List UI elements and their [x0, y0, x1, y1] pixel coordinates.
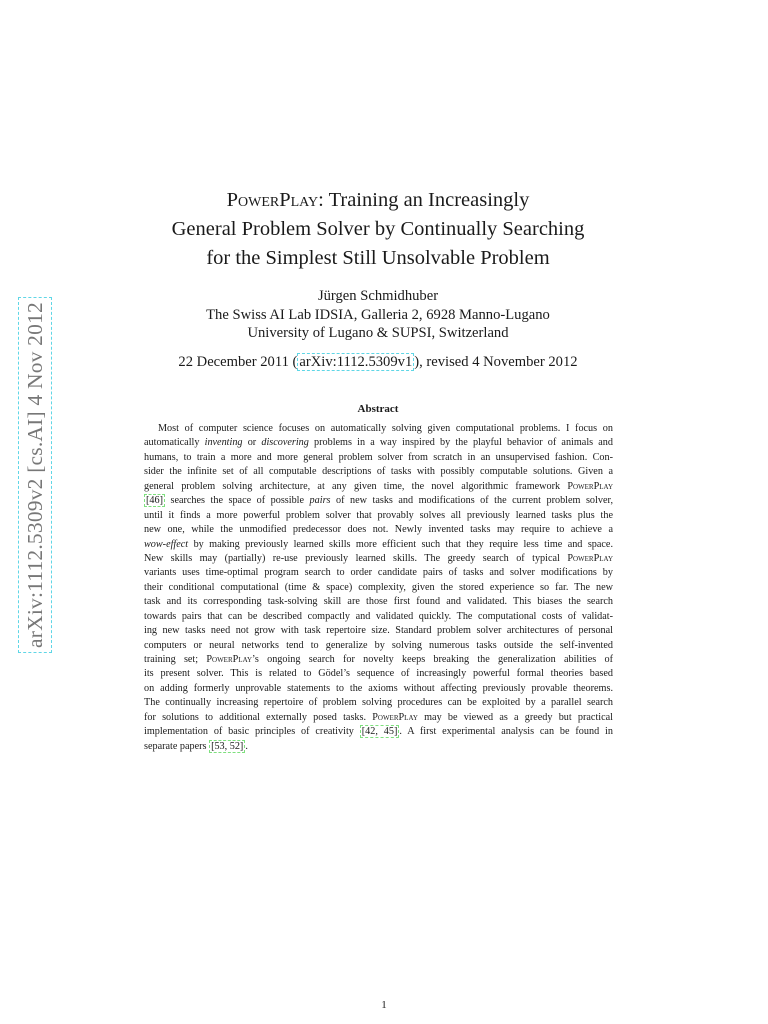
abstract-text: general problem solving architecture, at any given time, the novel algorithmic framework [144, 480, 568, 492]
title-powerplay: PowerPlay [226, 189, 319, 211]
title-line-1 [100, 186, 656, 215]
citation-link[interactable]: [53, 52] [211, 740, 244, 752]
abstract-text: Most of computer science focuses on automatically solving given computational problems. I focus on [158, 423, 613, 434]
title-line-3: for the Simplest Still Unsolvable Problem [206, 247, 550, 269]
abstract-heading: Abstract [357, 403, 399, 415]
citation-link[interactable]: [42, 45] [361, 726, 398, 738]
abstract-powerplay: PowerPlay [372, 711, 418, 723]
title-line-1-rest: : Training an Increasingly [318, 189, 530, 211]
abstract-emphasis: wow-effect [144, 538, 189, 550]
abstract-line [144, 552, 613, 566]
abstract-text: automatically [144, 437, 205, 449]
abstract-line [144, 451, 613, 465]
abstract-text: The continually increasing repertoire of problem solving procedures can be exploited by a parallel search [144, 697, 613, 709]
abstract-line [144, 566, 613, 580]
author-name: Jürgen Schmidhuber [317, 288, 439, 304]
abstract-text: sider the infinite set of all computable descriptions of tasks with possibly computable solutions. Given a [144, 466, 613, 478]
abstract-line [144, 523, 613, 537]
abstract-text: searches the space of possible [164, 495, 310, 507]
abstract-text: their conditional computational (time & space) complexity, given the stored experience so far. The new [144, 581, 613, 593]
date-line [100, 353, 656, 371]
abstract-text: . [245, 740, 248, 752]
author-block [120, 287, 636, 343]
abstract-emphasis: pairs [309, 495, 331, 507]
abstract-text: until it finds a more powerful problem solver that provably solves all previously learned tasks plus the [144, 509, 613, 521]
author-affiliation-1: The Swiss AI Lab IDSIA, Galleria 2, 6928 Manno-Lugano [206, 306, 550, 323]
abstract-line [144, 494, 613, 508]
abstract-line [144, 653, 613, 667]
page-number: 1 [381, 999, 387, 1011]
abstract-text: on adding formerly unprovable statements to the axioms without affecting previously provable theorems. [144, 682, 613, 694]
abstract-line [144, 595, 613, 609]
abstract-text: of new tasks and modifications of the current problem solver, [330, 495, 614, 507]
abstract-line [144, 581, 613, 595]
abstract-emphasis: discovering [261, 437, 309, 449]
abstract-text: new one, while the unmodified predecessor does not. Newly invented tasks may require to achieve a [144, 524, 613, 536]
abstract-body [144, 422, 613, 754]
date-before: 22 December 2011 ( [178, 354, 298, 370]
arxiv-version-link[interactable]: arXiv:1112.5309v1 [299, 354, 413, 370]
abstract-line [144, 509, 613, 523]
abstract-text: by making previously learned skills more efficient such that they require less time and space. [188, 538, 613, 550]
abstract-emphasis: inventing [204, 437, 243, 449]
abstract-text: . A first experimental analysis can be found in [399, 726, 613, 738]
abstract-text: or [242, 437, 262, 449]
abstract-text: separate papers [144, 740, 210, 752]
abstract-line [144, 725, 613, 739]
abstract-powerplay: PowerPlay [567, 552, 613, 564]
paper-title [100, 186, 656, 273]
arxiv-stamp-text[interactable]: arXiv:1112.5309v2 [cs.AI] 4 Nov 2012 [18, 297, 52, 653]
abstract-text: problems in a way inspired by the playful behavior of animals and [308, 437, 613, 449]
abstract-text: implementation of basic principles of creativity [144, 726, 360, 738]
abstract-line [144, 639, 613, 653]
abstract-line [144, 538, 613, 552]
abstract-text: task and its corresponding task-solving skill are those first found and validated. This biases the search [144, 596, 613, 608]
citation-link[interactable]: [46] [146, 495, 163, 507]
abstract-line [144, 610, 613, 624]
abstract-line [144, 465, 613, 479]
abstract-line [144, 682, 613, 696]
abstract-text: New skills may (partially) re-use previously learned skills. The greedy search of typical [144, 552, 568, 564]
abstract-line [144, 667, 613, 681]
abstract-text: variants uses time-optimal program search to order candidate pairs of tasks and solver modifications by [144, 567, 613, 579]
abstract-line [144, 711, 613, 725]
abstract-text: computers or neural networks tend to generalize by solving numerous tasks outside the self-invented [144, 639, 613, 651]
abstract-text: training set; [144, 654, 207, 665]
abstract-powerplay: PowerPlay [567, 480, 613, 492]
abstract-line [144, 624, 613, 638]
abstract-text: ing new tasks need not grow with task repertoire size. Standard problem solver architectures of personal [144, 625, 613, 637]
author-affiliation-2: University of Lugano & SUPSI, Switzerland [247, 325, 509, 341]
arxiv-stamp[interactable] [17, 262, 53, 688]
abstract-text: towards pairs that can be described compactly and validated quickly. The computational costs of validat- [144, 610, 613, 622]
abstract-line [144, 740, 613, 754]
abstract-text: humans, to train a more and more general problem solver from scratch in an unsupervised fashion. Con- [144, 451, 613, 463]
abstract-line [144, 480, 613, 494]
abstract-text: ’s ongoing search for novelty keeps breaking the generalization abilities of [252, 654, 613, 665]
abstract-text: may be viewed as a greedy but practical [417, 711, 613, 723]
abstract-line [144, 422, 613, 436]
abstract-text: its present solver. This is related to Gödel’s sequence of increasingly powerful formal theories based [144, 668, 613, 680]
abstract-powerplay: PowerPlay [206, 654, 253, 665]
abstract-text: for solutions to additional externally posed tasks. [144, 711, 373, 723]
abstract-line [144, 696, 613, 710]
abstract-line [144, 436, 613, 450]
date-after: ), revised 4 November 2012 [414, 354, 578, 370]
title-line-2: General Problem Solver by Continually Searching [171, 218, 585, 240]
